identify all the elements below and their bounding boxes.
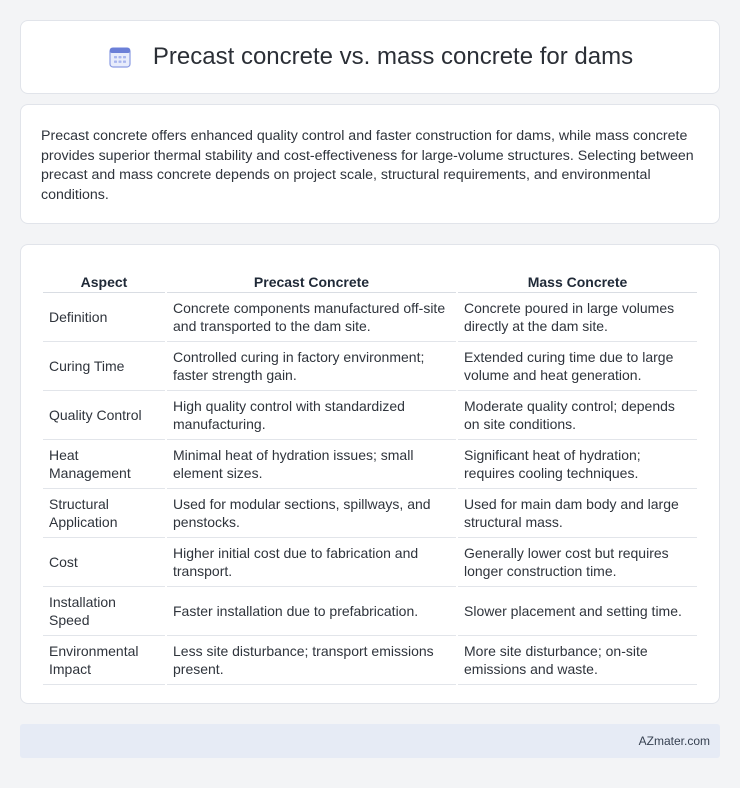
- precast-cell: High quality control with standardized manufacturing.: [167, 391, 456, 440]
- column-header-precast: Precast Concrete: [167, 263, 456, 293]
- mass-cell: More site disturbance; on-site emissions and waste.: [458, 636, 697, 685]
- aspect-cell: Curing Time: [43, 342, 165, 391]
- footer-bar: [20, 724, 720, 758]
- precast-cell: Minimal heat of hydration issues; small element sizes.: [167, 440, 456, 489]
- table-row: [43, 391, 697, 440]
- mass-cell: Generally lower cost but requires longer construction time.: [458, 538, 697, 587]
- aspect-cell: Heat Management: [43, 440, 165, 489]
- aspect-cell: Environmental Impact: [43, 636, 165, 685]
- precast-cell: Less site disturbance; transport emissions present.: [167, 636, 456, 685]
- table-row: [43, 636, 697, 685]
- title-card: [20, 20, 720, 94]
- comparison-table: [41, 263, 699, 685]
- mass-cell: Moderate quality control; depends on site conditions.: [458, 391, 697, 440]
- summary-card: [20, 104, 720, 224]
- aspect-cell: Installation Speed: [43, 587, 165, 636]
- footer-brand[interactable]: AZmater.com: [638, 734, 710, 748]
- table-row: [43, 587, 697, 636]
- precast-cell: Faster installation due to prefabrication.: [167, 587, 456, 636]
- precast-cell: Used for modular sections, spillways, and penstocks.: [167, 489, 456, 538]
- aspect-cell: Quality Control: [43, 391, 165, 440]
- table-row: [43, 293, 697, 342]
- table-row: [43, 342, 697, 391]
- mass-cell: Significant heat of hydration; requires cooling techniques.: [458, 440, 697, 489]
- column-header-mass: Mass Concrete: [458, 263, 697, 293]
- mass-cell: Concrete poured in large volumes directly at the dam site.: [458, 293, 697, 342]
- aspect-cell: Cost: [43, 538, 165, 587]
- table-row: [43, 440, 697, 489]
- summary-text: Precast concrete offers enhanced quality control and faster construction for dams, while mass concrete provides superior thermal stability and cost-effectiveness for large-volume structures. Selecting between precast and mass concrete depends on project scale, structural requirements, and environmental conditions.: [41, 128, 694, 203]
- page-title: Precast concrete vs. mass concrete for dams: [152, 43, 634, 70]
- column-header-aspect: Aspect: [43, 263, 165, 293]
- precast-cell: Higher initial cost due to fabrication and transport.: [167, 538, 456, 587]
- table-row: [43, 538, 697, 587]
- mass-cell: Extended curing time due to large volume and heat generation.: [458, 342, 697, 391]
- calendar-icon: [107, 44, 133, 70]
- aspect-cell: Definition: [43, 293, 165, 342]
- table-row: [43, 489, 697, 538]
- comparison-table-card: [20, 244, 720, 704]
- table-header-row: [43, 263, 697, 293]
- mass-cell: Slower placement and setting time.: [458, 587, 697, 636]
- precast-cell: Concrete components manufactured off-site and transported to the dam site.: [167, 293, 456, 342]
- aspect-cell: Structural Application: [43, 489, 165, 538]
- mass-cell: Used for main dam body and large structural mass.: [458, 489, 697, 538]
- precast-cell: Controlled curing in factory environment; faster strength gain.: [167, 342, 456, 391]
